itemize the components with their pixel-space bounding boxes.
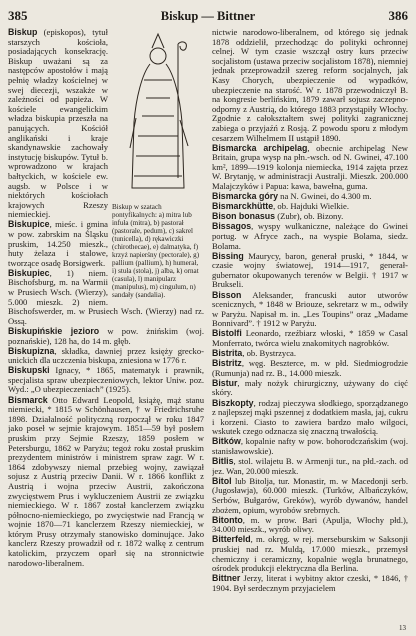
entry-text: , wyspy wulkaniczne, należące do Gwinei portug. w Afryce zach., na wyspie Bolama, siedz. Bolama. bbox=[212, 221, 408, 251]
right-entry bbox=[212, 457, 408, 476]
entry-headword: Bismarck bbox=[8, 394, 48, 405]
right-entry bbox=[212, 535, 408, 573]
entry-headword: Biskup bbox=[8, 28, 38, 37]
page-header bbox=[8, 8, 408, 26]
right-entry bbox=[212, 252, 408, 290]
entry-headword: Bison bonasus bbox=[212, 211, 276, 222]
entry-headword: Bissagos bbox=[212, 221, 252, 232]
entry-headword: Bisson bbox=[212, 289, 242, 300]
entry-text: na N. Gwinei, do 4.300 m. bbox=[278, 191, 372, 202]
right-entry bbox=[212, 329, 408, 348]
entry-text: , m. okręg. w rej. merseburskim w Saksonji pruskiej nad rz. Muldą, 17.000 mieszk., przemysł chemiczny i ceramiczny, kopalnie węgla brunatnego, ośrodek produkcji elektryczna dla Berlina. bbox=[212, 534, 408, 574]
entry-headword: Bismarcka archipelag bbox=[212, 142, 308, 153]
left-entry bbox=[8, 396, 204, 569]
entry-text: , obecnie archipelag New Britain, grupa wysp na płn.-wsch. od N. Gwinei, 47.100 km², 1899—1919 kolonja niemiecka, 1914 zajęta przez W. Brytanję, w administracji Australji. Mieszk. 200.000 Malajczyków i Papua: kawa, bawełna, guma. bbox=[212, 142, 408, 191]
right-entry bbox=[212, 477, 408, 515]
figure-caption: Biskup w szatach pontyfikalnych: a) mitra lub infuła (mitra), b) pastorał (pastorale, pedum), c) sakrel (tunicella), d) rękawiczki (chirothecae), e) dalmatyka, f) krzyż napierśny (pectorale), g) pallium (pallium), h) humerał, i) stuła (stola), j) alba, k) ornat (casula), l) manipularz (manipulus), m) cingulum, n) sandały (sandalia). bbox=[112, 202, 200, 299]
entry-text: , 1) niem. Bischofsburg, m. na Warmii w Prusiech Wsch. (Wierzy), 5.000 mieszk. 2) niem. Bischofswerder, m. w Prusiech Wsch. (Wierzy) nad rz. Ossą. bbox=[8, 267, 204, 326]
right-column bbox=[212, 28, 408, 624]
entry-headword: Biskupińskie jezioro bbox=[8, 325, 100, 336]
left-column bbox=[8, 28, 204, 624]
entry-text: nictwie narodowo-liberalnem, od którego się jednak 1878 oddzielił, przechodząc do polityki ochronnej celnej. W tym czasie wszczął ostry kurs przeciw socjalistom (ustawa przeciw socjalistom 1878), niemniej jednak przeprowadził szereg reform socjalnych, jak Kasy Chorych, ubezpieczenie od wypadków, ubezpieczenie na starość. W r. 1878 przewodniczył B. na kongresie berlińskim, 1879 zawarł sojusz zaczepno-odporny z Austrią, do którego 1883 przystąpiły Włochy. Zgodnie z całokształtem swej polityki zagranicznej zabiega o przyjaźń z Rosją. Z powodu sporu z młodym cesarzem Wilhelmem II ustąpił 1890. bbox=[212, 28, 408, 143]
entry-headword: Bistrita bbox=[212, 348, 243, 359]
entry-text: , węg. Beszterce, m. w płd. Siedmiogrodzie (Rumunja) nad rz. B., 14.000 mieszk. bbox=[212, 358, 408, 378]
entry-text: Otto Edward Leopold, książę, mąż stanu niemiecki, * 1815 w Schönhausen, † w Friedrichsruhe 1898. Działalność polityczną rozpoczął w roku 1847 jako poseł w sejmie krajowym. 1851—59 był posłem pruskim przy Sejmie Rzeszy, 1859 posłem w Petersburgu, 1862 w Paryżu; tegoż roku został pruskim prezydentem ministrów i ministrem spraw zagr. W r. 1864 zdobywszy niemal przebieg wojny, zawiązał sojusz z Austrią przeciw Danii. W r. 1866 konflikt z Austrią i wojna przeciw Austrii, zakończona zwycięstwem Prus i wykluczeniem Austrii ze związku niemieckiego. W r. 1867 został kanclerzem związku północno-niemieckiego, po zwycięstwie nad Francją w wojnie 1870—71 kanclerzem Rzeszy niemieckiej, w którym Prusy otrzymały stanowisko dominujące. Jako kanclerz Rzeszy prowadził od r. 1872 walkę z centrum katolickim, przyczem oparł się na stronnictwie narodowo-liberalnem. bbox=[8, 394, 204, 568]
entry-text: , ob. Hajduki Wielkie. bbox=[273, 201, 349, 212]
entry-text: , rodzaj pieczywa słodkiego, sporządzanego z najlepszej mąki pszennej z dodatkiem masła, jaj, cukru i korzeni. Ciasto to zawiera bardzo mało wilgoci, wskutek czego odznacza się znaczną trwałością. bbox=[212, 397, 408, 437]
entry-headword: Bistolfi bbox=[212, 328, 242, 339]
page-number-left: 385 bbox=[8, 8, 28, 23]
right-entry bbox=[212, 222, 408, 251]
entry-text: , m. w prow. Bari (Apulja, Włochy płd.), 34.000 mieszk., wyrób oliwy. bbox=[212, 514, 408, 535]
entry-headword: Bismarcka góry bbox=[212, 191, 279, 202]
left-entry bbox=[8, 347, 204, 366]
entry-text: w pow. żnińskim (woj. poznańskie), 128 ha, do 14 m. głęb. bbox=[8, 325, 204, 346]
entry-headword: Biskupice bbox=[8, 219, 50, 230]
entry-headword: Bissing bbox=[212, 250, 244, 261]
entry-text: (Zubr), ob. Bizony. bbox=[275, 211, 344, 222]
bishop-figure bbox=[112, 28, 204, 299]
entry-text: Aleksander, francuski autor utworów scenicznych, * 1848 w Briouze, sekretarz w m., odwiły w Paryżu. Napisał m. in. „Les Toupins” oraz „Madame Bonnivard”. † 1912 w Paryżu. bbox=[212, 289, 408, 329]
entry-headword: Bittner bbox=[212, 573, 241, 584]
entry-text: , składka, dawniej przez księży grecko-unickich dla uczczenia biskupa, zniesiona w 1776 r. bbox=[8, 345, 204, 366]
printer-signature: 13 bbox=[399, 624, 406, 632]
page-number-right: 386 bbox=[388, 8, 408, 23]
entry-headword: Biskupiec bbox=[8, 267, 50, 278]
bishop-illustration bbox=[112, 28, 204, 198]
entry-text: , stol. wilajetu B. w Armenji tur., na płd.-zach. od jez. Wan, 20.000 mieszk. bbox=[212, 456, 408, 476]
right-entry bbox=[212, 516, 408, 535]
entry-headword: Bistritz bbox=[212, 358, 242, 369]
entry-text: Jerzy, literat i wybitny aktor czeski, * 1846, † 1904. Był serdecznym przyjacielem bbox=[212, 573, 408, 593]
left-entry bbox=[8, 366, 204, 395]
right-entry bbox=[212, 359, 408, 378]
entry-text: Ignacy, * 1865, matematyk i prawnik, specjalista spraw ubezpieczeniowych, lektor Uniw. poz. Wyd.: „O ubezpieczeniach” (1925). bbox=[8, 365, 204, 395]
running-title: Biskup — Bittner bbox=[160, 9, 256, 23]
right-entry bbox=[212, 574, 408, 593]
right-entry bbox=[212, 437, 408, 456]
entry-headword: Biskupizna bbox=[8, 345, 55, 356]
entry-headword: Bitol bbox=[212, 475, 232, 486]
left-entry bbox=[8, 327, 204, 346]
right-entry bbox=[212, 144, 408, 192]
entry-text: , ob. Bystrzyca. bbox=[242, 348, 297, 359]
entry-text: Maurycy, baron, generał pruski, * 1844, w czasie wojny światowej, 1914—1917, generał-gubernator okupowanych terenów w Belgii. † 1917 w Brukseli. bbox=[212, 250, 408, 290]
right-entry bbox=[212, 379, 408, 398]
text-columns bbox=[8, 28, 408, 624]
entry-text: Leonardo, rzeźbiarz włoski, * 1859 w Casal Monferrato, twórca wielu znakomitych nagrobków. bbox=[212, 328, 408, 348]
right-entry bbox=[212, 28, 408, 143]
entry-headword: Bitków bbox=[212, 436, 241, 447]
entry-text: (episkopos), tytuł starszych kościoła, posiadających konsekrację. Biskup uważani są za następców apostołów i mają pełnię władzy kościelnej w swej diecezji, wszakże w zależności od papieża. W kościele ewangelickim władza biskupia przeszła na panujących. Kościół anglikański i kraje skandynawskie zachowały instytucję biskupów. Tytuł b. wprowadzono w krajach bałtyckich, w kościele ew. augsb. w Polsce i w niektórych kościołach krajowych Rzeszy niemieckiej. bbox=[8, 28, 108, 220]
entry-headword: Biskupski bbox=[8, 365, 50, 376]
entry-headword: Bitonto bbox=[212, 514, 243, 525]
entry-headword: Bismarckhütte bbox=[212, 201, 274, 212]
entry-headword: Bitlis bbox=[212, 456, 234, 467]
entry-headword: Bitterfeld bbox=[212, 534, 251, 545]
right-entry bbox=[212, 291, 408, 329]
entry-headword: Bistur bbox=[212, 377, 238, 388]
entry-text: , kopalnie nafty w pow. bohorodczańskim (woj. stanisławowskie). bbox=[212, 436, 408, 457]
entry-text: , mały nożyk chirurgiczny, używany do cięć skóry. bbox=[212, 377, 408, 398]
entry-text: , mieśc. i gmina w pow. zabrskim na Śląsku pruskim, 14.250 mieszk., huty żelaza i stalowe, tworzące osadę Borsigwerk. bbox=[8, 219, 108, 268]
right-entry bbox=[212, 399, 408, 437]
entry-headword: Biszkopty bbox=[212, 397, 254, 408]
entry-text: lub Bitolja, tur. Monastir, m. w Macedonji serb. (Jugosławja), 60.000 mieszk. (Turków, Albańczyków, Serbów, Bułgarów, Greków), wyrób dywanów, handel zbożem, opium, wyrobów srebrnych. bbox=[212, 475, 408, 515]
